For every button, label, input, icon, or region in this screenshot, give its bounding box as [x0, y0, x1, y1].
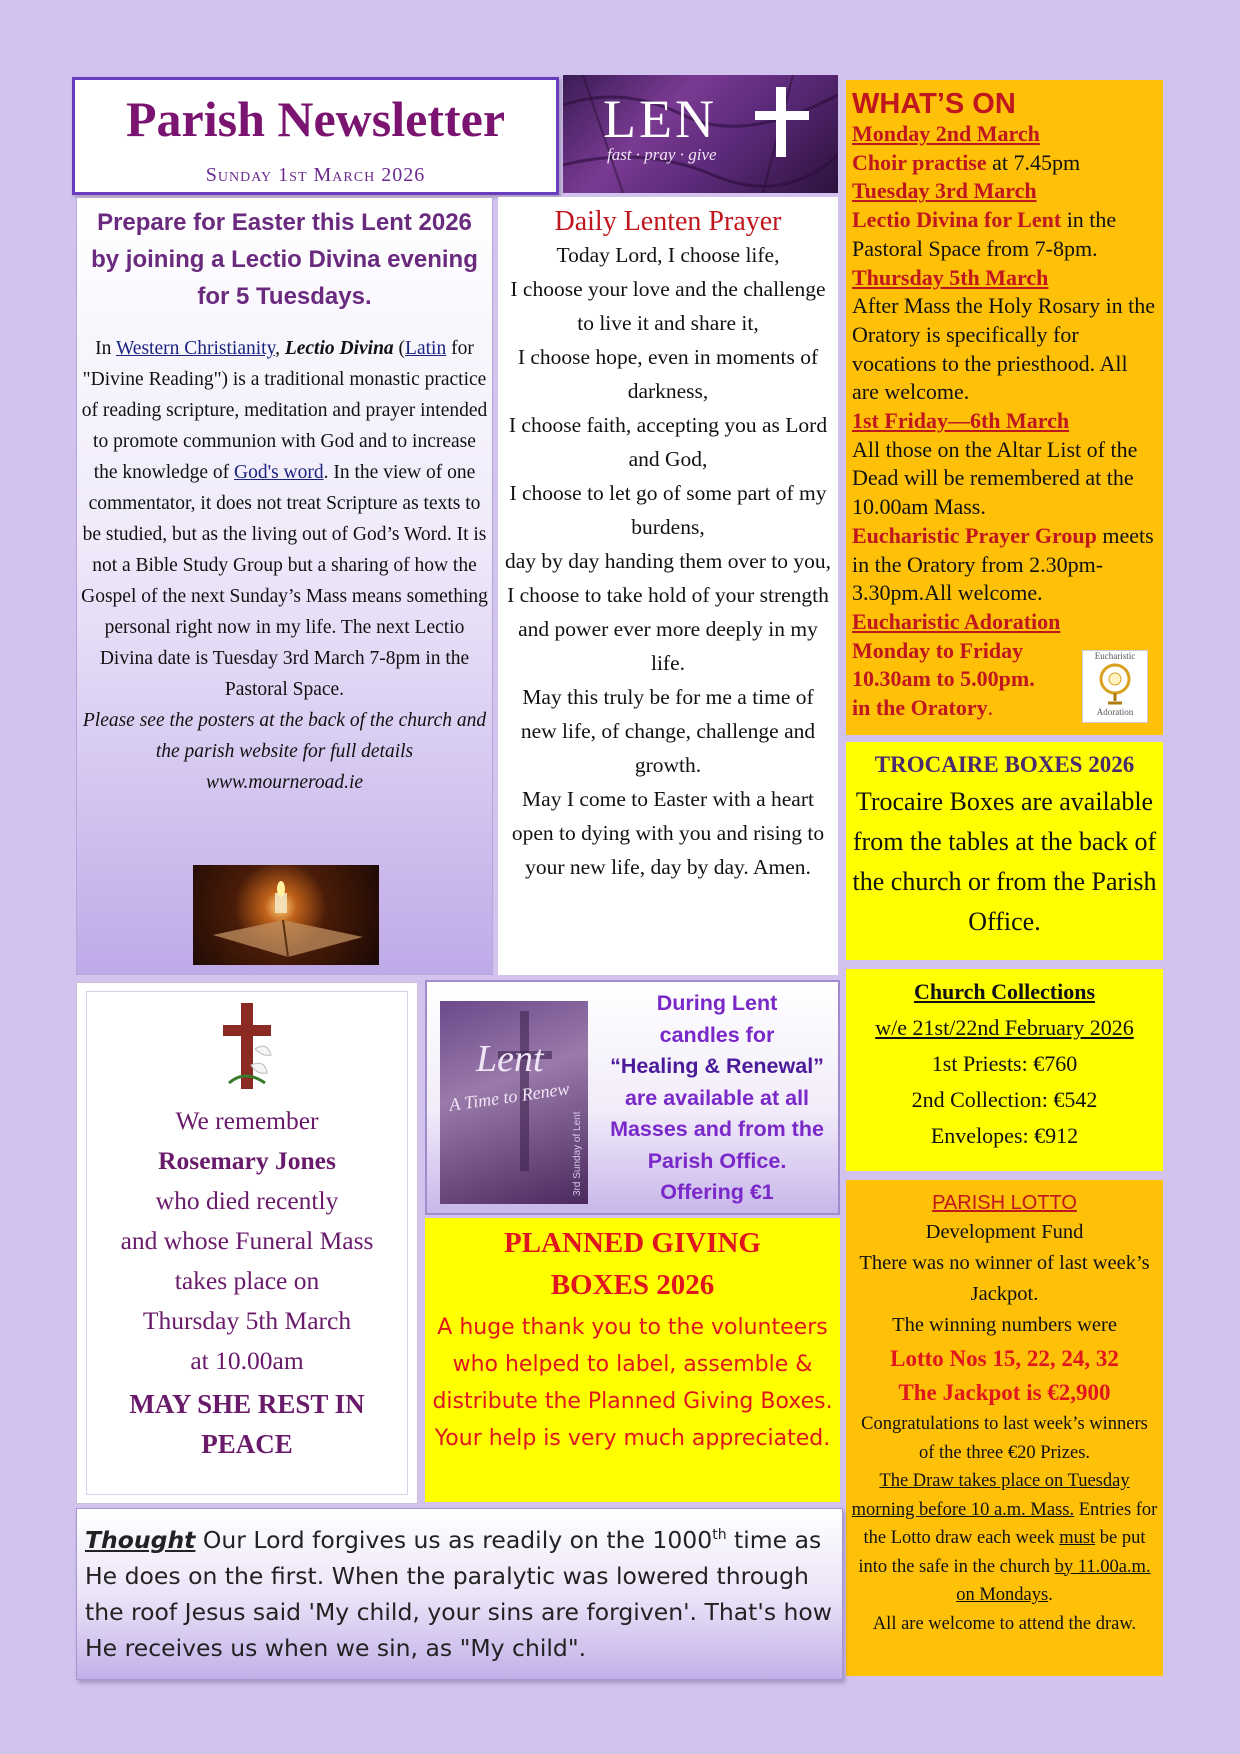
prayer-body [498, 238, 838, 884]
thought-text-post: time as He does on the first. When the paralytic was lowered through the roof Jesus said 'My child, your sins are forgiven'. That's how He receives us when we sin, as "My child". [85, 1525, 833, 1662]
church-collections-box [846, 969, 1163, 1171]
lectio-divina-term: Lectio Divina [284, 338, 394, 359]
first-friday-heading: 1st Friday—6th March [852, 408, 1070, 434]
lotto-must: must [1059, 1528, 1096, 1548]
eucharist-group-text: meets in the Oratory from 2.30pm-3.30pm.All welcome. [852, 522, 1154, 606]
collection-item: Envelopes: €912 [930, 1123, 1079, 1148]
prayer-line: Today Lord, I choose life, [556, 243, 780, 267]
lotto-entries-1: Entries for the Lotto draw each week [863, 1499, 1158, 1548]
prayer-line: May this truly be for me a time of new life, of change, challenge and growth. [520, 685, 816, 777]
planned-giving-heading: PLANNED GIVING BOXES 2026 [504, 1227, 761, 1301]
newsletter-title: Parish Newsletter [125, 91, 506, 147]
collections-heading: Church Collections [913, 979, 1096, 1004]
lotto-jackpot: The Jackpot is €2,900 [898, 1380, 1111, 1405]
latin-link[interactable]: Latin [405, 338, 447, 359]
lectio-text-in: In [95, 338, 112, 359]
thought-label: Thought [85, 1525, 196, 1554]
thursday-event: After Mass the Holy Rosary in the Oratory is specifically for vocations to the priesthood. All are welcome. [852, 293, 1156, 405]
lotto-congrats: Congratulations to last week’s winners of the three €20 Prizes. [861, 1414, 1148, 1463]
adoration-times: 10.30am to 5.00pm. [852, 666, 1035, 692]
lectio-body [81, 333, 488, 798]
first-friday-event: All those on the Altar List of the Dead will be remembered at the 10.00am Mass. [852, 436, 1138, 520]
lectio-text-middle: for "Divine Reading") is a traditional monastic practice of reading scripture, meditation and prayer intended to promote communion with God and to increase the knowledge of [81, 338, 488, 483]
newsletter-title-box [72, 77, 559, 195]
prayer-heading: Daily Lenten Prayer [554, 206, 782, 237]
monstrance-thumbnail [1082, 650, 1148, 723]
thought-text [85, 1517, 836, 1666]
lent-image-side-text: 3rd Sunday of Lent [572, 1111, 583, 1196]
whats-on-heading: WHAT’S ON [852, 88, 1016, 120]
lotto-fund: Development Fund [925, 1221, 1084, 1243]
lent-image-subtitle: A Time to Renew [447, 1078, 571, 1115]
choir-practise-label: Choir practise [852, 149, 987, 175]
lotto-draw-info [846, 1467, 1163, 1610]
lotto-draw-time: The Draw takes place on Tuesday morning before 10 a.m. Mass. [851, 1471, 1130, 1520]
planned-giving-body: A huge thank you to the volunteers who helped to label, assemble & distribute the Planned Giving Boxes. Your help is very much appreciated. [432, 1315, 833, 1451]
adoration-place: in the Oratory [852, 695, 988, 721]
adoration-days: Monday to Friday [852, 637, 1024, 663]
lent-banner-image [563, 75, 838, 193]
monstrance-icon [1095, 661, 1135, 705]
funeral-date: Thursday 5th March [142, 1306, 352, 1335]
monstrance-caption-bottom: Adoration [1096, 707, 1134, 717]
tuesday-heading: Tuesday 3rd March [852, 178, 1037, 204]
lotto-deadline: by 11.00a.m. on Mondays [956, 1556, 1151, 1605]
whats-on-box [846, 80, 1163, 735]
gods-word-link[interactable]: God's word [234, 462, 324, 483]
lectio-note: Please see the posters at the back of the church and the parish website for full details www.mourneroad.ie [82, 710, 487, 793]
eucharist-group-label: Eucharistic Prayer Group [852, 522, 1097, 548]
lotto-entries-2: be put into the safe in the church [858, 1528, 1146, 1577]
trocaire-heading: TROCAIRE BOXES 2026 [874, 752, 1135, 777]
cross-icon-vertical [776, 87, 786, 157]
lent-candles-box [425, 980, 840, 1215]
thursday-heading: Thursday 5th March [852, 264, 1049, 290]
whats-on-body [852, 120, 1159, 723]
thought-box [76, 1508, 843, 1680]
lotto-no-winner: There was no winner of last week’s Jackpot. [859, 1252, 1150, 1305]
monday-event [852, 149, 1159, 178]
eucharist-group-event [852, 522, 1159, 608]
remember-line2: who died recently [155, 1186, 339, 1215]
thought-sup: th [712, 1527, 727, 1543]
lectio-event-text: in the Pastoral Space from 7-8pm. [852, 207, 1117, 261]
lectio-divina-box [76, 197, 493, 975]
lent-banner-graphic [563, 75, 838, 193]
tuesday-event [852, 206, 1159, 263]
rest-in-peace: MAY SHE REST IN PEACE [129, 1389, 365, 1459]
choir-time: at 7.45pm [986, 149, 1081, 175]
candle-bible-image [193, 865, 379, 965]
lectio-paren: ( [398, 338, 406, 359]
daily-lenten-prayer-box [498, 197, 838, 975]
prayer-line: May I come to Easter with a heart open to dying with you and rising to your new life, day by day. Amen. [511, 787, 825, 879]
candles-text [597, 988, 837, 1209]
lotto-period: . [1048, 1585, 1053, 1605]
trocaire-boxes-box [846, 742, 1163, 960]
lotto-heading: PARISH LOTTO [932, 1192, 1077, 1214]
prayer-line: I choose hope, even in moments of darkness, [517, 345, 819, 403]
lotto-welcome: All are welcome to attend the draw. [872, 1613, 1137, 1634]
lotto-numbers: Lotto Nos 15, 22, 24, 32 [890, 1346, 1119, 1371]
lectio-heading: Prepare for Easter this Lent 2026 by joining a Lectio Divina evening for 5 Tuesdays. [91, 209, 478, 310]
remembrance-box [76, 982, 418, 1504]
lotto-winning-intro: The winning numbers were [892, 1314, 1117, 1336]
monday-heading: Monday 2nd March [852, 121, 1040, 146]
lectio-event-label: Lectio Divina for Lent [852, 207, 1062, 233]
adoration-period: . [987, 695, 994, 721]
candles-offering: Offering €1 [660, 1180, 774, 1204]
lectio-text-rest: . In the view of one commentator, it does not treat Scripture as texts to be studied, but as the living out of God’s Word. It is not a Bible Study Group but a sharing of how the Gospel of the next Sunday’s Mass means something personal right now in my life. The next Lectio Divina date is Tuesday 3rd March 7-8pm in the Pastoral Space. [81, 462, 488, 700]
collection-item: 2nd Collection: €542 [911, 1087, 1098, 1112]
cross-icon-horizontal [755, 111, 809, 120]
candles-availability: are available at all Masses and from the Parish Office. [610, 1085, 824, 1173]
lent-banner-word: LEN [603, 89, 717, 149]
prayer-line: I choose to take hold of your strength and power ever more deeply in my life. [507, 583, 829, 675]
trocaire-body: Trocaire Boxes are available from the tables at the back of the church or from the Parish Office. [852, 787, 1157, 936]
prayer-line: I choose faith, accepting you as Lord and God, [508, 413, 828, 471]
prayer-line: I choose to let go of some part of my burdens, [509, 481, 827, 539]
remember-line4: takes place on [174, 1266, 320, 1295]
thought-text-pre: Our Lord forgives us as readily on the 1000 [195, 1525, 713, 1554]
remembrance-inner-frame [86, 991, 408, 1495]
remember-line1: We remember [175, 1106, 319, 1135]
remember-line3: and whose Funeral Mass [120, 1226, 374, 1255]
newsletter-date: Sunday 1st March 2026 [205, 164, 426, 186]
planned-giving-box [425, 1218, 840, 1502]
prayer-line: day by day handing them over to you, [504, 549, 832, 573]
western-christianity-link[interactable]: Western Christianity [115, 338, 276, 359]
lent-banner-tagline: fast · pray · give [607, 145, 717, 164]
deceased-name: Rosemary Jones [158, 1146, 336, 1175]
candles-line1: During Lent [656, 991, 778, 1015]
monstrance-caption-top: Eucharistic [1094, 651, 1136, 661]
funeral-time: at 10.00am [190, 1346, 304, 1375]
collections-week: w/e 21st/22nd February 2026 [875, 1015, 1134, 1040]
candles-healing-renewal: “Healing & Renewal” [610, 1054, 824, 1078]
lectio-comma: , [275, 338, 280, 359]
candles-line2: candles for [659, 1022, 775, 1047]
prayer-line: I choose your love and the challenge to live it and share it, [510, 277, 826, 335]
adoration-heading: Eucharistic Adoration [852, 608, 1061, 634]
collection-item: 1st Priests: €760 [931, 1051, 1078, 1076]
lent-time-to-renew-image [440, 1001, 588, 1204]
lent-image-title: Lent [476, 1038, 544, 1080]
parish-lotto-box [846, 1180, 1163, 1676]
